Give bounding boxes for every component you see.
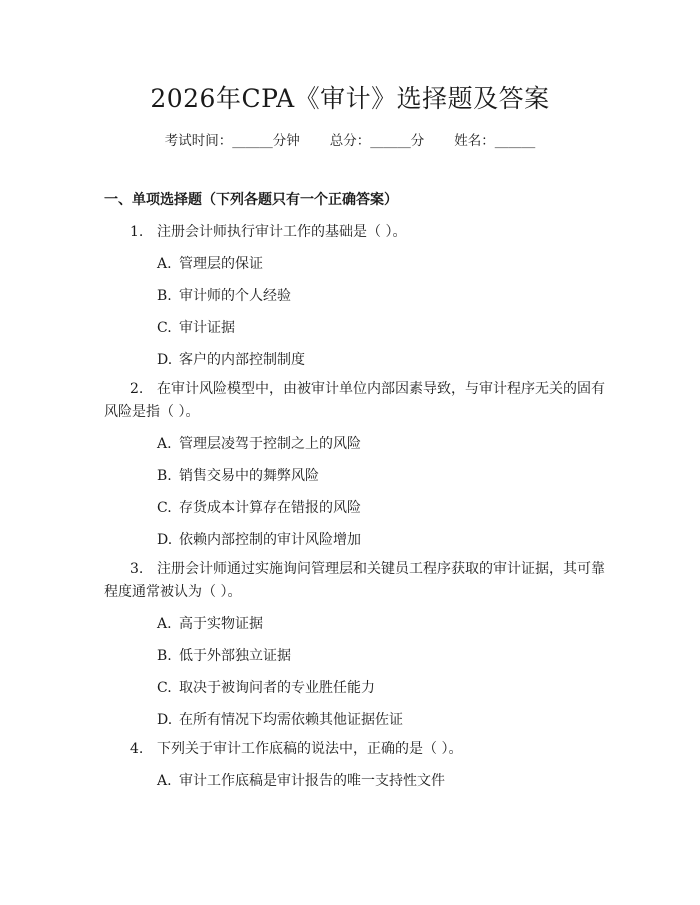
option-text: 低于外部独立证据 [179, 648, 291, 664]
option-letter: C. [157, 320, 172, 336]
question-3 [104, 558, 614, 604]
option-letter: A. [157, 256, 172, 272]
page-title: 2026年CPA《审计》选择题及答案 [150, 84, 550, 113]
question-1 [104, 221, 614, 244]
question-2-option-a [157, 434, 361, 454]
question-1-option-b [157, 286, 291, 306]
option-letter: B. [157, 288, 172, 304]
option-letter: B. [157, 468, 172, 484]
question-2-option-c [157, 498, 361, 518]
option-letter: A. [157, 436, 172, 452]
question-4-option-a [157, 771, 445, 791]
question-1-option-c [157, 318, 235, 338]
option-letter: D. [157, 712, 173, 728]
student-name-label: 姓名：______ [454, 133, 536, 149]
question-3-option-c [157, 678, 375, 698]
section-heading: 一、单项选择题（下列各题只有一个正确答案） [104, 192, 398, 208]
option-letter: C. [157, 680, 172, 696]
question-3-option-d [157, 710, 403, 730]
option-text: 审计师的个人经验 [179, 288, 291, 304]
question-text: 下列关于审计工作底稿的说法中，正确的是（ ）。 [157, 741, 463, 757]
option-text: 审计工作底稿是审计报告的唯一支持性文件 [179, 773, 445, 789]
option-text: 高于实物证据 [179, 616, 263, 632]
option-text: 存货成本计算存在错报的风险 [179, 500, 361, 516]
question-number: 4. [130, 741, 144, 757]
option-letter: A. [157, 616, 172, 632]
option-text: 管理层凌驾于控制之上的风险 [179, 436, 361, 452]
question-3-option-a [157, 614, 263, 634]
option-letter: B. [157, 648, 172, 664]
option-text: 销售交易中的舞弊风险 [179, 468, 319, 484]
question-text: 注册会计师通过实施询问管理层和关键员工程序获取的审计证据，其可靠程度通常被认为（ ）。 [104, 561, 605, 600]
option-text: 客户的内部控制制度 [179, 352, 305, 368]
question-3-option-b [157, 646, 291, 666]
option-text: 在所有情况下均需依赖其他证据佐证 [179, 712, 403, 728]
question-number: 1. [130, 224, 144, 240]
option-letter: C. [157, 500, 172, 516]
question-1-option-d [157, 350, 305, 370]
option-letter: D. [157, 352, 173, 368]
option-text: 取决于被询问者的专业胜任能力 [179, 680, 375, 696]
question-text: 注册会计师执行审计工作的基础是（ ）。 [157, 224, 407, 240]
question-4 [104, 738, 614, 761]
option-text: 管理层的保证 [179, 256, 263, 272]
total-score-label: 总分：______分 [329, 133, 425, 149]
question-text: 在审计风险模型中，由被审计单位内部因素导致，与审计程序无关的固有风险是指（ ）。 [104, 381, 605, 420]
exam-time-label: 考试时间：______分钟 [164, 133, 300, 149]
question-2-option-b [157, 466, 319, 486]
option-letter: A. [157, 773, 172, 789]
question-2 [104, 378, 614, 424]
question-number: 2. [130, 381, 144, 397]
question-number: 3. [130, 561, 144, 577]
option-letter: D. [157, 532, 173, 548]
option-text: 审计证据 [179, 320, 235, 336]
question-1-option-a [157, 254, 263, 274]
question-2-option-d [157, 530, 361, 550]
option-text: 依赖内部控制的审计风险增加 [179, 532, 361, 548]
exam-meta-line [0, 131, 700, 151]
